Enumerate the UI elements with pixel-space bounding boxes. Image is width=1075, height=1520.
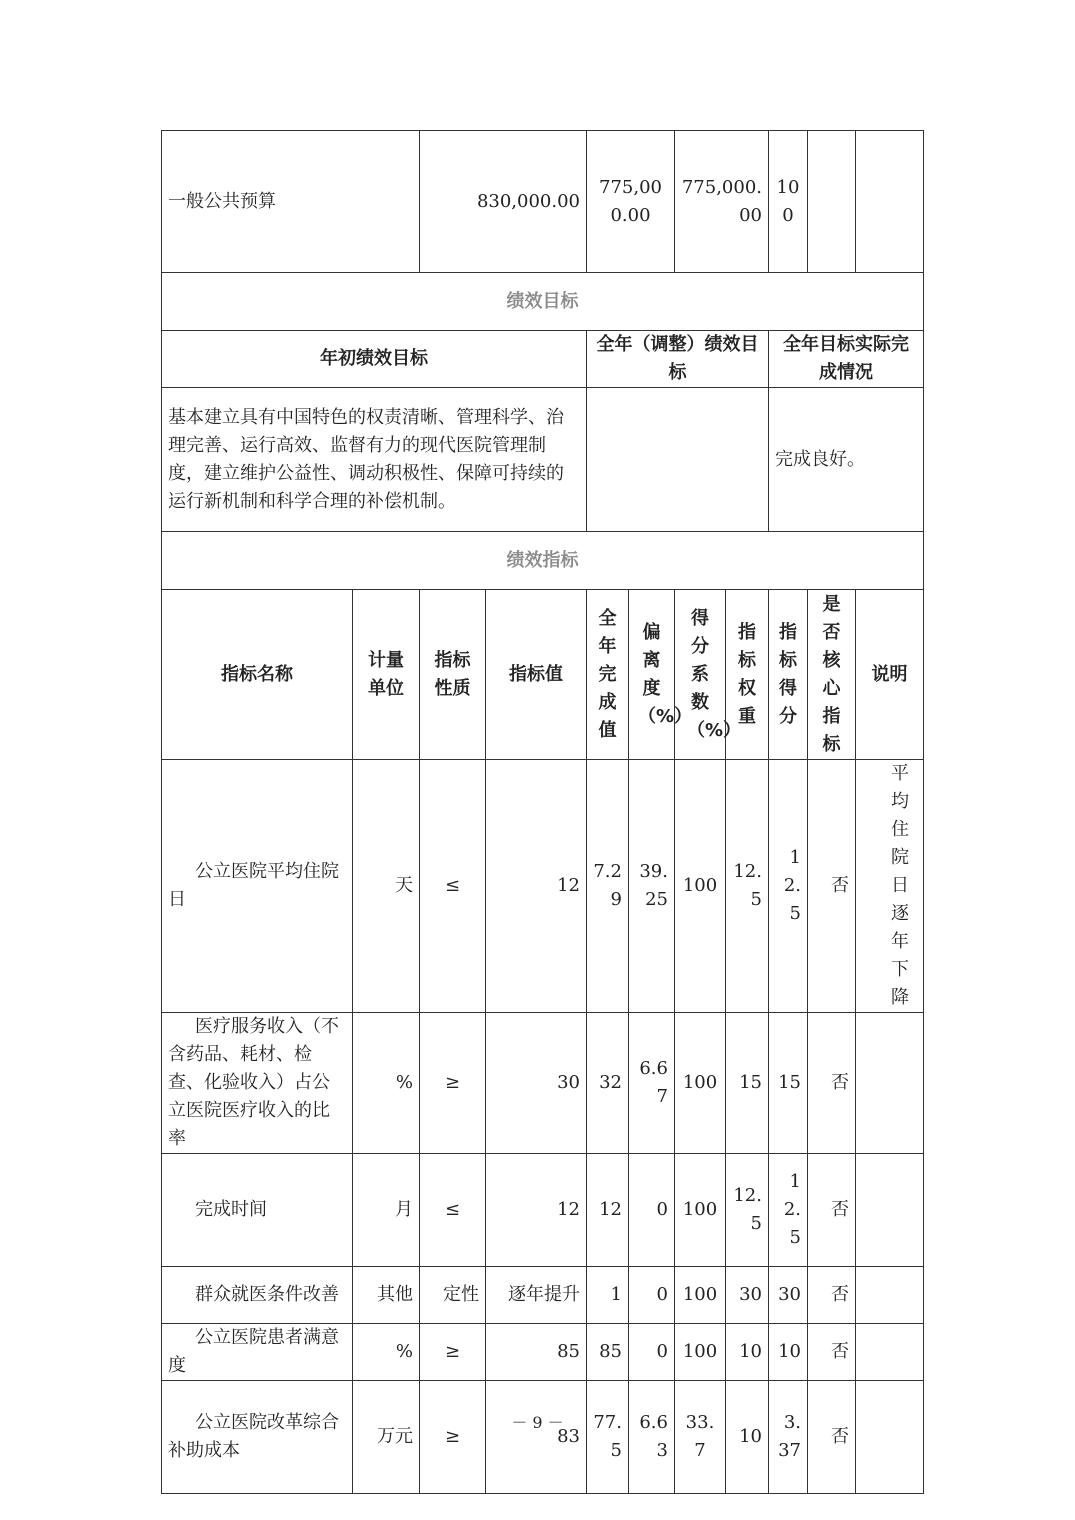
budget-empty-2 — [856, 131, 924, 273]
indicator-actual: 32 — [587, 1013, 629, 1154]
indicator-actual: 12 — [587, 1154, 629, 1267]
indicator-name: 公立医院患者满意度 — [162, 1324, 353, 1381]
header-note: 说明 — [856, 590, 924, 760]
indicator-name: 公立医院改革综合补助成本 — [162, 1381, 353, 1494]
header-nature: 指标性质 — [420, 590, 486, 760]
indicator-note — [856, 1154, 924, 1267]
indicator-nature: ≥ — [420, 1324, 486, 1381]
budget-adjusted: 775,000.00 — [587, 131, 675, 273]
indicator-note: 平均住院日逐年下降 — [856, 760, 924, 1013]
budget-executed: 775,000.00 — [675, 131, 769, 273]
indicator-target: 83 — [486, 1381, 587, 1494]
indicator-name: 公立医院平均住院日 — [162, 760, 353, 1013]
indicator-note — [856, 1013, 924, 1154]
indicator-nature: ≥ — [420, 1381, 486, 1494]
indicator-target: 12 — [486, 1154, 587, 1267]
indicator-unit: % — [353, 1013, 420, 1154]
indicator-row — [162, 1324, 924, 1381]
indicator-coefficient: 33.7 — [675, 1381, 726, 1494]
indicator-nature: 定性 — [420, 1267, 486, 1324]
actual-goal-header: 全年目标实际完成情况 — [769, 331, 924, 388]
indicator-target: 85 — [486, 1324, 587, 1381]
indicator-unit: 天 — [353, 760, 420, 1013]
header-deviation: 偏离度（%） — [629, 590, 675, 760]
budget-row — [162, 131, 924, 273]
header-name: 指标名称 — [162, 590, 353, 760]
indicator-coefficient: 100 — [675, 1013, 726, 1154]
indicator-target: 30 — [486, 1013, 587, 1154]
budget-empty-1 — [808, 131, 856, 273]
indicator-core: 否 — [808, 1154, 856, 1267]
indicator-name: 医疗服务收入（不含药品、耗材、检查、化验收入）占公立医院医疗收入的比率 — [162, 1013, 353, 1154]
indicator-coefficient: 100 — [675, 1324, 726, 1381]
indicator-actual: 85 — [587, 1324, 629, 1381]
header-actual: 全年完成值 — [587, 590, 629, 760]
adjusted-goal-header: 全年（调整）绩效目标 — [587, 331, 769, 388]
indicator-score: 30 — [769, 1267, 808, 1324]
indicator-header-row — [162, 590, 924, 760]
indicator-core: 否 — [808, 1324, 856, 1381]
indicator-row — [162, 760, 924, 1013]
indicator-note — [856, 1267, 924, 1324]
indicator-score: 10 — [769, 1324, 808, 1381]
indicator-weight: 30 — [726, 1267, 769, 1324]
header-core: 是否核心指标 — [808, 590, 856, 760]
adjusted-goal-text — [587, 388, 769, 532]
initial-goal-header: 年初绩效目标 — [162, 331, 587, 388]
indicator-unit: 万元 — [353, 1381, 420, 1494]
page-number: － 9 － — [511, 1413, 564, 1432]
goals-section-title: 绩效目标 — [162, 273, 924, 331]
budget-annual: 830,000.00 — [420, 131, 587, 273]
indicator-name: 完成时间 — [162, 1154, 353, 1267]
budget-score: 100 — [769, 131, 808, 273]
indicator-nature: ≤ — [420, 1154, 486, 1267]
indicator-weight: 10 — [726, 1381, 769, 1494]
indicator-coefficient: 100 — [675, 1267, 726, 1324]
indicator-unit: 其他 — [353, 1267, 420, 1324]
indicator-deviation: 6.67 — [629, 1013, 675, 1154]
indicator-score: 12.5 — [769, 1154, 808, 1267]
indicator-score: 12.5 — [769, 760, 808, 1013]
indicator-target: 逐年提升 — [486, 1267, 587, 1324]
indicator-coefficient: 100 — [675, 1154, 726, 1267]
initial-goal-text: 基本建立具有中国特色的权责清晰、管理科学、治理完善、运行高效、监督有力的现代医院管理制度，建立维护公益性、调动积极性、保障可持续的运行新机制和科学合理的补偿机制。 — [162, 388, 587, 532]
budget-name: 一般公共预算 — [162, 131, 420, 273]
header-score: 指标得分 — [769, 590, 808, 760]
indicator-unit: % — [353, 1324, 420, 1381]
indicator-weight: 12.5 — [726, 760, 769, 1013]
header-unit: 计量单位 — [353, 590, 420, 760]
indicator-core: 否 — [808, 760, 856, 1013]
indicator-score: 3.37 — [769, 1381, 808, 1494]
header-coefficient: 得分系数（%） — [675, 590, 726, 760]
indicator-weight: 12.5 — [726, 1154, 769, 1267]
indicator-name: 群众就医条件改善 — [162, 1267, 353, 1324]
indicator-unit: 月 — [353, 1154, 420, 1267]
indicator-deviation: 0 — [629, 1324, 675, 1381]
indicator-row — [162, 1381, 924, 1494]
indicator-weight: 10 — [726, 1324, 769, 1381]
indicators-section-title: 绩效指标 — [162, 532, 924, 590]
indicator-actual: 77.5 — [587, 1381, 629, 1494]
indicator-nature: ≥ — [420, 1013, 486, 1154]
indicator-core: 否 — [808, 1267, 856, 1324]
indicator-score: 15 — [769, 1013, 808, 1154]
indicator-actual: 7.29 — [587, 760, 629, 1013]
indicator-deviation: 0 — [629, 1154, 675, 1267]
indicator-actual: 1 — [587, 1267, 629, 1324]
indicator-row — [162, 1154, 924, 1267]
indicator-deviation: 0 — [629, 1267, 675, 1324]
indicator-row — [162, 1267, 924, 1324]
header-target: 指标值 — [486, 590, 587, 760]
actual-goal-text: 完成良好。 — [769, 388, 924, 532]
indicator-core: 否 — [808, 1013, 856, 1154]
indicator-note — [856, 1381, 924, 1494]
indicator-note — [856, 1324, 924, 1381]
indicator-deviation: 6.63 — [629, 1381, 675, 1494]
indicator-nature: ≤ — [420, 760, 486, 1013]
indicator-row — [162, 1013, 924, 1154]
indicator-weight: 15 — [726, 1013, 769, 1154]
indicator-deviation: 39.25 — [629, 760, 675, 1013]
indicator-core: 否 — [808, 1381, 856, 1494]
indicator-target: 12 — [486, 760, 587, 1013]
indicator-coefficient: 100 — [675, 760, 726, 1013]
header-weight: 指标权重 — [726, 590, 769, 760]
budget-performance-table — [161, 130, 924, 1494]
